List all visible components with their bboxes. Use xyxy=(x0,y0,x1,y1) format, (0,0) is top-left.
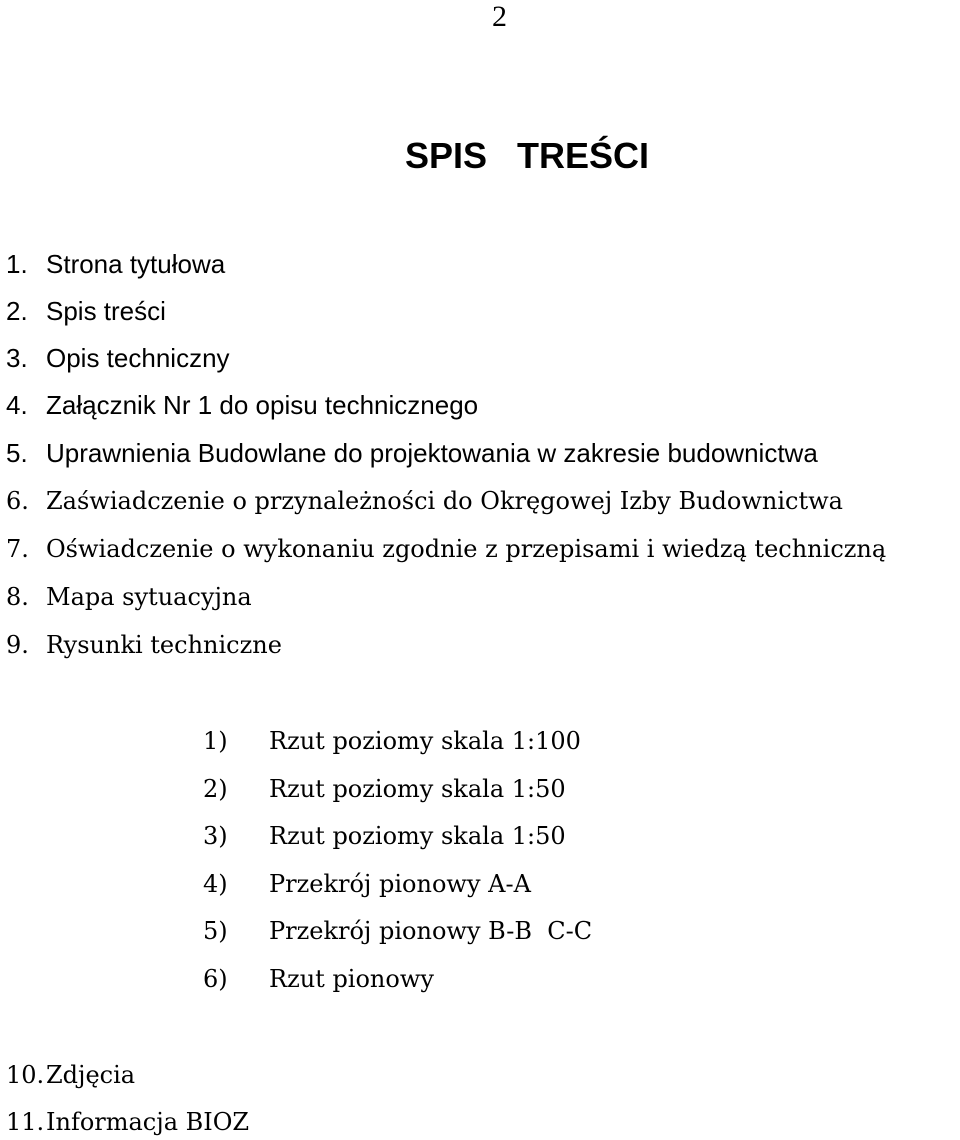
item-text: Rzut poziomy skala 1:50 xyxy=(269,822,566,850)
item-text: Przekrój pionowy A-A xyxy=(269,870,531,898)
list-item xyxy=(6,1107,249,1137)
item-number: 7. xyxy=(6,535,29,563)
item-text: Spis treści xyxy=(46,296,166,326)
item-number: 1. xyxy=(6,249,28,279)
item-text: Zdjęcia xyxy=(46,1061,136,1089)
item-number: 2. xyxy=(6,296,28,326)
item-number: 6) xyxy=(203,965,228,993)
item-number: 10. xyxy=(6,1061,45,1089)
list-item xyxy=(203,774,566,804)
item-number: 11. xyxy=(6,1108,45,1136)
list-item xyxy=(203,726,581,756)
list-item xyxy=(6,582,252,612)
item-text: Rysunki techniczne xyxy=(46,631,282,659)
list-item xyxy=(6,534,886,564)
item-number: 4. xyxy=(6,390,28,420)
list-item xyxy=(203,964,434,994)
list-item xyxy=(6,343,230,373)
list-item xyxy=(6,438,818,468)
item-text: Opis techniczny xyxy=(46,343,230,373)
page-number: 2 xyxy=(492,0,507,33)
item-text: Załącznik Nr 1 do opisu technicznego xyxy=(46,390,479,420)
item-number: 6. xyxy=(6,487,29,515)
item-number: 8. xyxy=(6,583,29,611)
list-item xyxy=(203,821,566,851)
list-item xyxy=(6,630,282,660)
item-text: Mapa sytuacyjna xyxy=(46,583,252,611)
list-item xyxy=(6,1060,135,1090)
list-item xyxy=(6,249,225,279)
item-text: Zaświadczenie o przynależności do Okręgowej Izby Budownictwa xyxy=(46,487,843,515)
list-item xyxy=(203,916,592,946)
item-text: Rzut pionowy xyxy=(269,965,434,993)
item-text: Oświadczenie o wykonaniu zgodnie z przepisami i wiedzą techniczną xyxy=(46,535,887,563)
list-item xyxy=(203,869,531,899)
item-text: Informacja BIOZ xyxy=(46,1108,250,1136)
item-number: 1) xyxy=(203,727,228,755)
item-number: 9. xyxy=(6,631,29,659)
item-text: Przekrój pionowy B-B C-C xyxy=(269,917,593,945)
item-text: Strona tytułowa xyxy=(46,249,226,279)
item-text: Rzut poziomy skala 1:50 xyxy=(269,775,566,803)
item-text: Uprawnienia Budowlane do projektowania w zakresie budownictwa xyxy=(46,438,818,468)
list-item xyxy=(6,486,843,516)
page-title: SPIS TREŚCI xyxy=(405,135,650,176)
item-number: 3. xyxy=(6,343,28,373)
list-item xyxy=(6,296,166,326)
item-number: 5) xyxy=(203,917,228,945)
item-number: 2) xyxy=(203,775,228,803)
item-number: 5. xyxy=(6,438,28,468)
item-number: 3) xyxy=(203,822,228,850)
item-text: Rzut poziomy skala 1:100 xyxy=(269,727,581,755)
item-number: 4) xyxy=(203,870,228,898)
list-item xyxy=(6,390,478,420)
